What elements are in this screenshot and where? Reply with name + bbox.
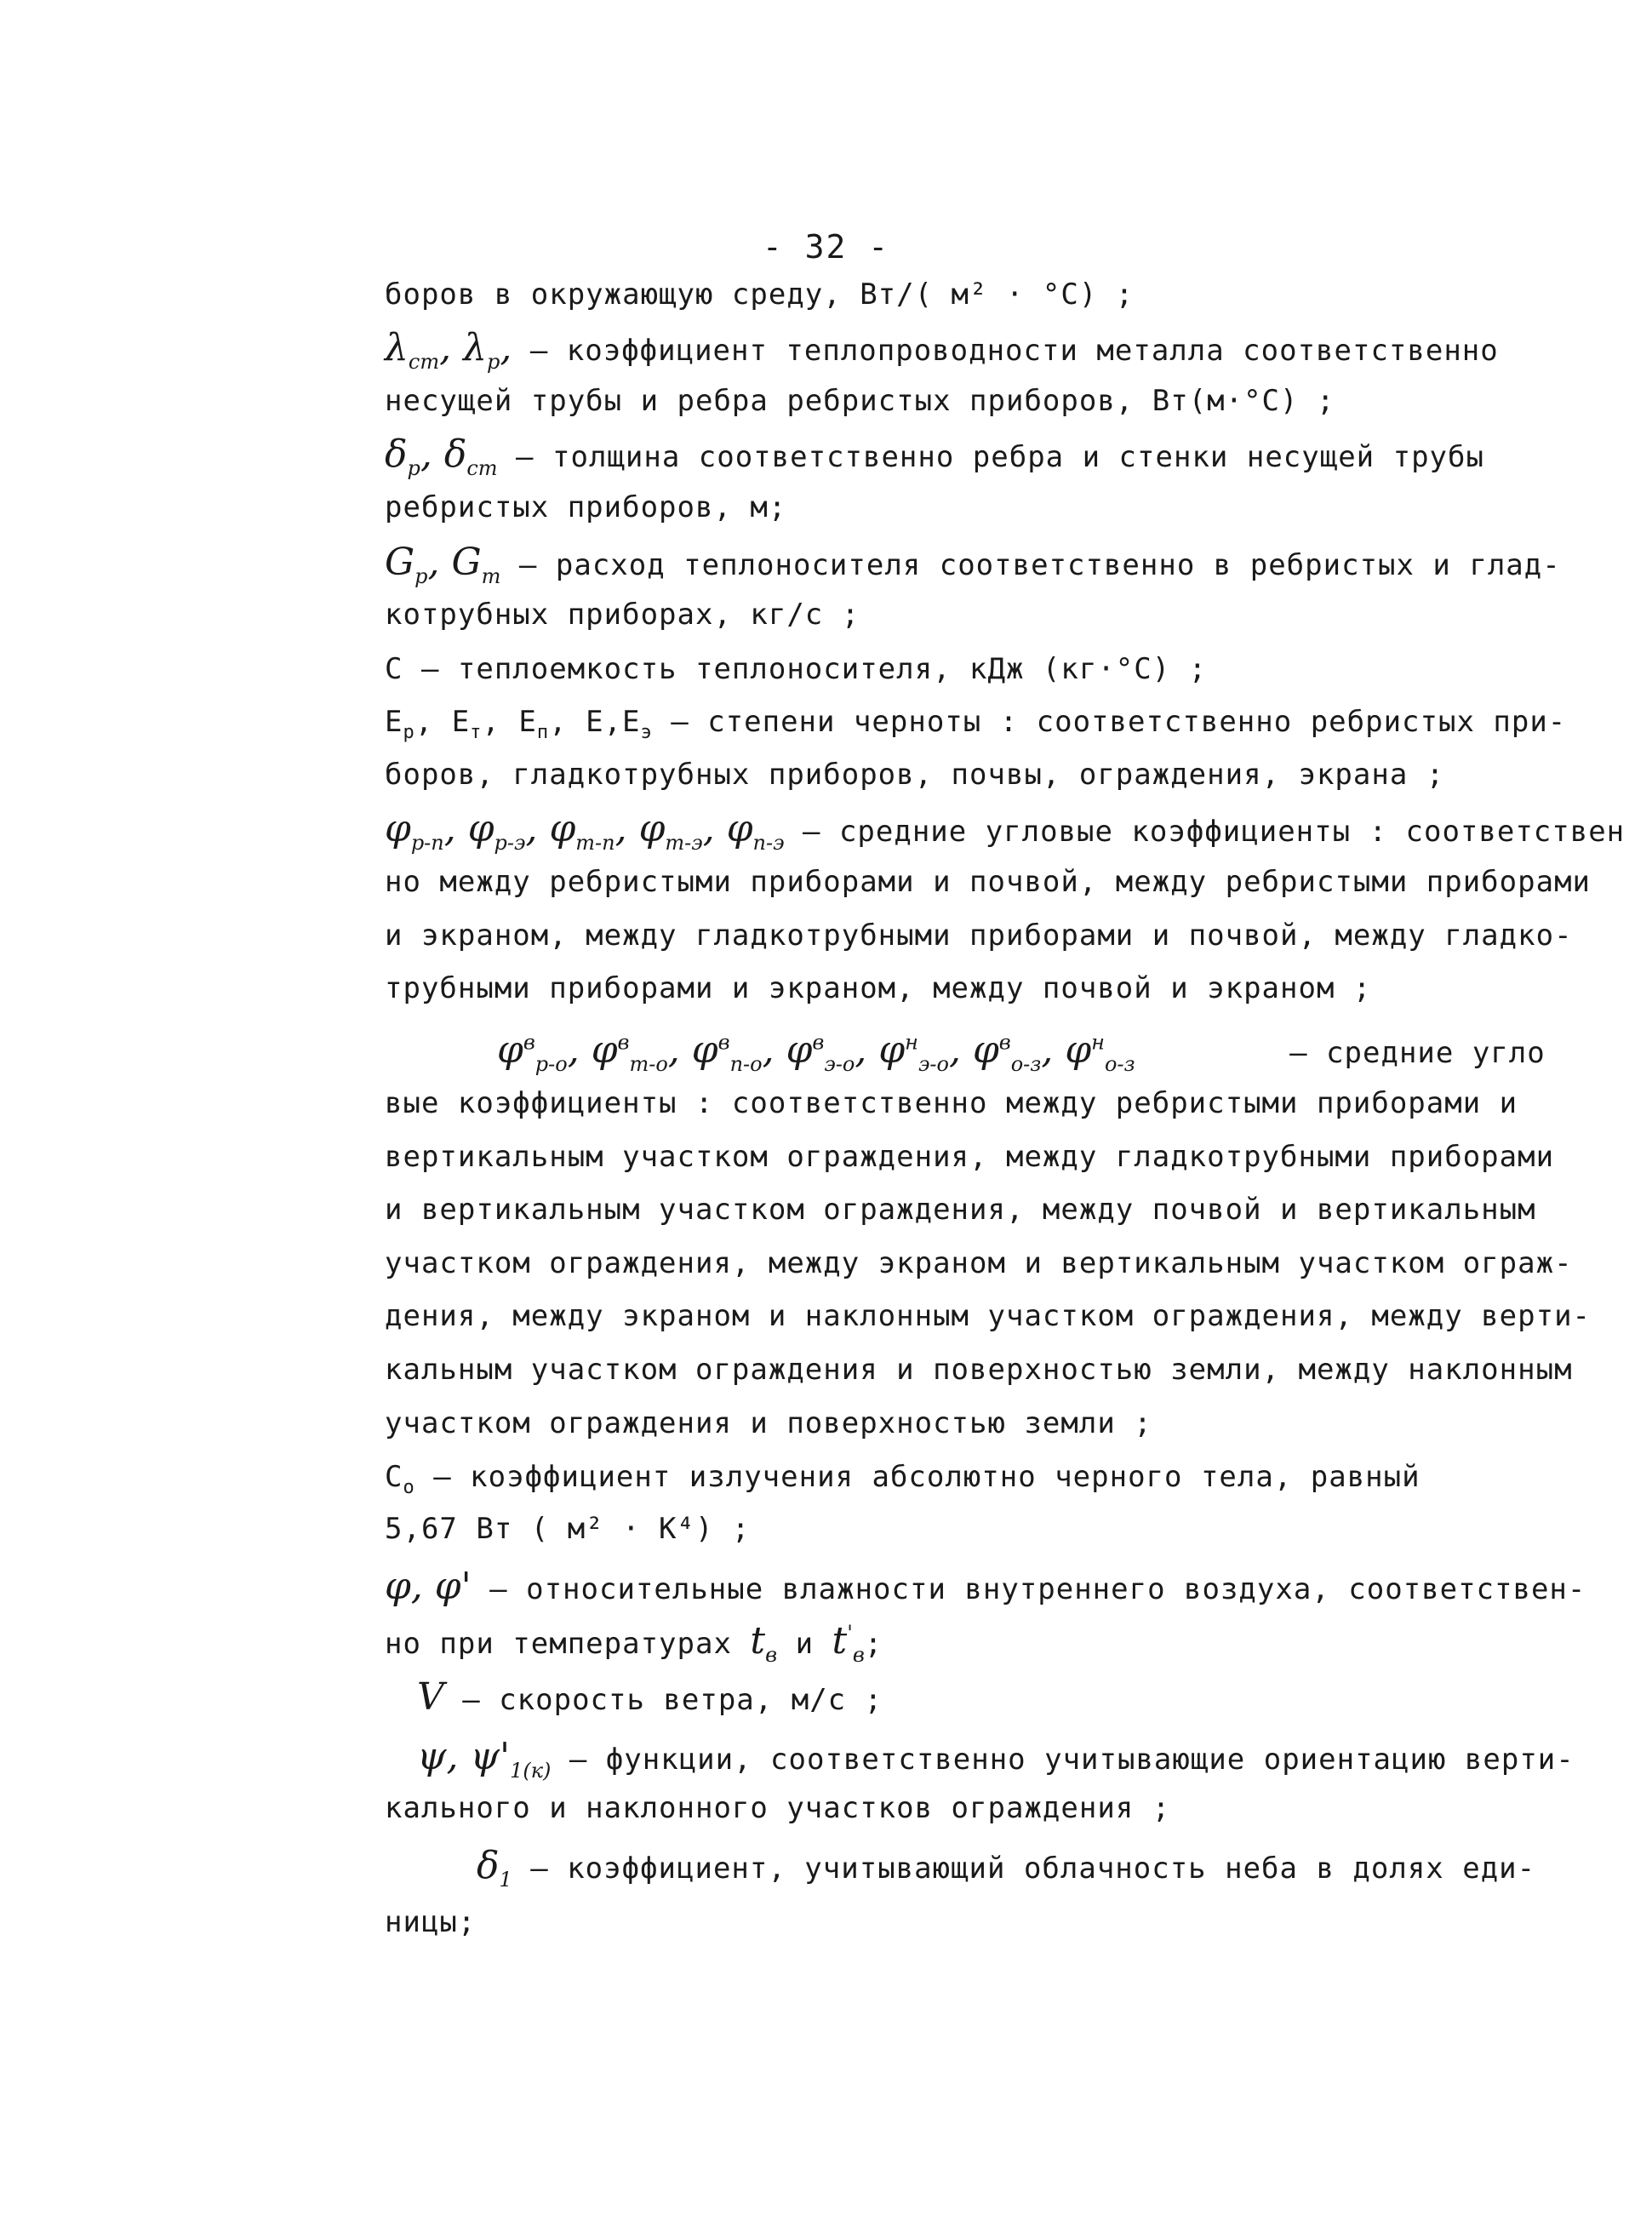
delta-symbols: $\delta_р$, $\delta_{ст}$ <box>385 432 498 480</box>
text-line: 5,67 Вт ( м² · K⁴) ; <box>385 1512 751 1546</box>
temperature-symbols: $t_в$ <box>750 1619 778 1667</box>
lambda-symbols: $\lambda_{ст}$, $\lambda_р$, <box>385 326 512 374</box>
definition-cloudiness: $\delta_1$ – коэффициент, учитывающий облачность неба в долях еди- <box>477 1844 1536 1892</box>
text-line: вые коэффициенты : соответственно между ребристыми приборами и <box>385 1086 1518 1120</box>
phi-b-symbols: $\varphi^в_{р-о}$, $\varphi^в_{т-о}$, $\varphi^в_{п-о}$, $\varphi^в_{э-о}$, $\varphi^н_{э-о}$, $\varphi^в_{о-з}$, $\varphi^н_{о-з}$ <box>497 1028 1135 1076</box>
definition-psi: ψ, $\psi'_{1(к)}$ – функции, соответственно учитывающие ориентацию верти- <box>417 1735 1575 1783</box>
text-line: и экраном, между гладкотрубными приборами и почвой, между гладко- <box>385 919 1573 953</box>
text-line: но между ребристыми приборами и почвой, между ребристыми приборами <box>385 865 1592 899</box>
text-line: участком ограждения и поверхностью земли ; <box>385 1406 1152 1440</box>
emissivity-symbols: $Е_р$, $Е_т$, $Е_п$, $Е,Е_э$ <box>385 705 653 743</box>
definition-phi: $\varphi_{р-п}$, $\varphi_{р-э}$, $\varphi_{т-п}$, $\varphi_{т-э}$, $\varphi_{п-э}$ – средние угловые коэффициенты : соответствен <box>385 807 1626 855</box>
text-line: вертикальным участком ограждения, между гладкотрубными приборами <box>385 1140 1555 1174</box>
text-line: кального и наклонного участков ограждения ; <box>385 1791 1171 1825</box>
definition-wind: V – скорость ветра, м/с ; <box>417 1675 883 1719</box>
definition-delta: $\delta_р$, $\delta_{ст}$ – толщина соответственно ребра и стенки несущей трубы <box>385 432 1484 480</box>
delta1-symbol: $\delta_1$ <box>477 1844 512 1892</box>
phi-symbols: $\varphi_{р-п}$, $\varphi_{р-э}$, $\varphi_{т-п}$, $\varphi_{т-э}$, $\varphi_{п-э}$ <box>385 807 785 855</box>
text-line: боров, гладкотрубных приборов, почвы, ограждения, экрана ; <box>385 758 1445 792</box>
definition-phi-b: $\varphi^в_{р-о}$, $\varphi^в_{т-о}$, $\varphi^в_{п-о}$, $\varphi^в_{э-о}$, $\varphi^н_{э-о}$, $\varphi^в_{о-з}$, $\varphi^н_{о-з}$ – средние угло <box>497 1028 1546 1076</box>
text-line: трубными приборами и экраном, между почвой и экраном ; <box>385 971 1372 1005</box>
text-line: котрубных приборах, кг/с ; <box>385 598 860 632</box>
text-line: боров в окружающую среду, Вт/( м² · °С) ; <box>385 278 1135 312</box>
text-line: дения, между экраном и наклонным участком ограждения, между верти- <box>385 1299 1592 1333</box>
wind-symbol: V <box>417 1675 444 1719</box>
c0-symbol: $С_о$ <box>385 1460 415 1498</box>
page-number: - 32 - <box>762 228 890 266</box>
definition-humidity: φ, φ' – относительные влажности внутреннего воздуха, соответствен- <box>385 1565 1586 1608</box>
text-line: ницы; <box>385 1905 477 1939</box>
text-line: несущей трубы и ребра ребристых приборов, Вт(м·°С) ; <box>385 384 1335 418</box>
humidity-symbols: φ, φ' <box>385 1565 472 1608</box>
text-line: участком ограждения, между экраном и вертикальным участком ограж- <box>385 1246 1573 1280</box>
definition-emissivity: $Е_р$, $Е_т$, $Е_п$, $Е,Е_э$ – степени черноты : соответственно ребристых при- <box>385 705 1567 743</box>
psi-symbols: ψ, $\psi'_{1(к)}$ <box>417 1735 552 1783</box>
temperature-line: но при температурах $t_в$ и $t'_в$; <box>385 1619 883 1667</box>
definition-c0: $С_о$ – коэффициент излучения абсолютно черного тела, равный <box>385 1460 1420 1498</box>
text-line: и вертикальным участком ограждения, между почвой и вертикальным <box>385 1193 1536 1227</box>
g-symbols: $G_р$, $G_т$ <box>385 541 501 588</box>
text-line: С – теплоемкость теплоносителя, кДж (кг·°С) ; <box>385 652 1208 686</box>
definition-g: $G_р$, $G_т$ – расход теплоносителя соответственно в ребристых и глад- <box>385 541 1561 588</box>
text-line: кальным участком ограждения и поверхностью земли, между наклонным <box>385 1353 1573 1387</box>
text-line: ребристых приборов, м; <box>385 490 787 524</box>
definition-lambda: $\lambda_{ст}$, $\lambda_р$, – коэффициент теплопроводности металла соответственно <box>385 326 1499 374</box>
